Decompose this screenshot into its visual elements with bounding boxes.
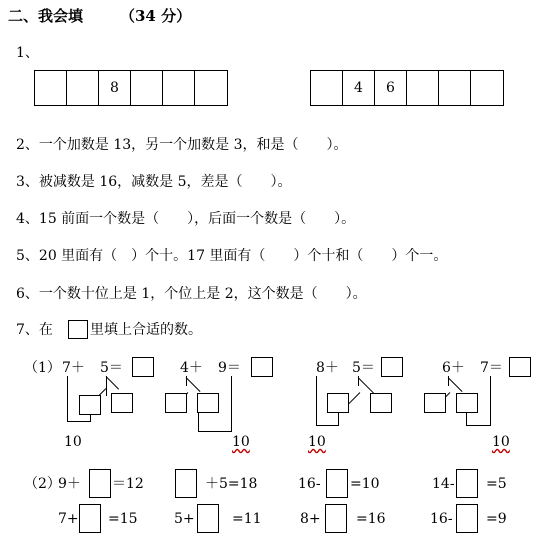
r1c3-post: =10 xyxy=(350,476,380,492)
r2c3-answer-box[interactable] xyxy=(325,504,347,533)
bracket-line xyxy=(466,412,467,426)
eq3-split-box-2[interactable] xyxy=(370,393,392,413)
bracket-line xyxy=(198,412,199,432)
question-6: 6、一个数十位上是 1，个位上是 2，这个数是（ ）。 xyxy=(16,286,367,302)
bracket-line xyxy=(338,412,339,426)
eq1-addend-a: 7＋ xyxy=(62,360,85,376)
part-1-label: （1） xyxy=(24,360,61,376)
strip-cell[interactable] xyxy=(439,71,471,105)
strip-cell[interactable] xyxy=(163,71,195,105)
r1c1-pre: 9＋ xyxy=(58,476,81,492)
eq3-answer-box[interactable] xyxy=(381,357,403,377)
bracket-line xyxy=(316,425,338,426)
eq4-split-box-2[interactable] xyxy=(456,393,478,413)
strip-cell[interactable] xyxy=(35,71,67,105)
strip-cell[interactable] xyxy=(67,71,99,105)
strip-cell[interactable] xyxy=(131,71,163,105)
split-line xyxy=(448,377,463,392)
r1c1-post: ＝12 xyxy=(112,476,144,492)
r1c4-pre: 14- xyxy=(432,476,455,492)
eq4-total: 10 xyxy=(492,434,510,450)
split-line xyxy=(358,377,374,393)
question-2: 2、一个加数是 13，另一个加数是 3，和是（ ）。 xyxy=(16,137,348,153)
eq4-split-box-1[interactable] xyxy=(424,393,446,413)
bracket-line xyxy=(490,376,491,426)
r2c4-pre: 16- xyxy=(430,511,453,527)
q1-label: 1、 xyxy=(16,45,39,61)
strip-cell: 4 xyxy=(343,71,375,105)
eq1-total: 10 xyxy=(64,434,82,450)
strip-cell: 6 xyxy=(375,71,407,105)
question-4: 4、15 前面一个数是（ ），后面一个数是（ ）。 xyxy=(16,211,356,227)
r1c2-post: ＋5=18 xyxy=(205,476,258,492)
r2c2-pre: 5+ xyxy=(174,511,195,527)
section-score: （34 分） xyxy=(120,7,192,25)
eq3-addend-b: 5＝ xyxy=(352,360,375,376)
r2c4-answer-box[interactable] xyxy=(456,504,478,533)
eq1-addend-b: 5＝ xyxy=(100,360,123,376)
question-5: 5、20 里面有（ ）个十。17 里面有（ ）个十和（ ）个一。 xyxy=(16,248,448,264)
strip-cell[interactable] xyxy=(407,71,439,105)
r2c2-answer-box[interactable] xyxy=(197,504,219,533)
strip-cell: 8 xyxy=(99,71,131,105)
r1c3-answer-box[interactable] xyxy=(326,469,348,498)
strip-cell[interactable] xyxy=(311,71,343,105)
question-7-prefix: 7、在 xyxy=(16,322,53,338)
eq2-split-box-1[interactable] xyxy=(165,393,187,413)
eq3-split-box-1[interactable] xyxy=(327,393,349,413)
eq4-addend-a: 6＋ xyxy=(442,360,465,376)
question-7-suffix: 里填上合适的数。 xyxy=(90,322,202,338)
eq4-addend-b: 7＝ xyxy=(480,360,503,376)
eq3-addend-a: 8＋ xyxy=(316,360,339,376)
part-2-label: （2） xyxy=(24,476,61,492)
bracket-line xyxy=(67,376,68,422)
eq1-answer-box[interactable] xyxy=(132,357,154,377)
eq2-split-box-2[interactable] xyxy=(197,393,219,413)
question-3: 3、被减数是 16，减数是 5，差是（ ）。 xyxy=(16,174,292,190)
r1c2-answer-box[interactable] xyxy=(175,469,197,498)
bracket-line xyxy=(198,431,232,432)
r1c1-answer-box[interactable] xyxy=(89,469,111,498)
eq2-addend-b: 9＝ xyxy=(218,360,241,376)
eq3-total: 10 xyxy=(308,434,326,450)
r2c2-post: =11 xyxy=(232,511,262,527)
example-answer-box xyxy=(68,320,88,339)
split-line xyxy=(106,376,119,389)
split-line xyxy=(186,377,201,392)
section-title: 二、我会填 xyxy=(8,7,84,25)
strip-cell[interactable] xyxy=(471,71,503,105)
bracket-line xyxy=(316,376,317,426)
bracket-line xyxy=(466,425,491,426)
eq2-total: 10 xyxy=(232,434,250,450)
r1c4-post: =5 xyxy=(486,476,507,492)
r2c3-pre: 8+ xyxy=(300,511,321,527)
bracket-line xyxy=(67,421,91,422)
eq1-split-box-1[interactable] xyxy=(79,395,101,415)
eq2-addend-a: 4＋ xyxy=(180,360,203,376)
r2c1-answer-box[interactable] xyxy=(79,504,101,533)
r2c1-post: =15 xyxy=(108,511,138,527)
number-strip-left xyxy=(34,70,228,106)
r2c4-post: =9 xyxy=(486,511,507,527)
strip-cell[interactable] xyxy=(195,71,227,105)
r1c3-pre: 16- xyxy=(298,476,321,492)
r2c1-pre: 7+ xyxy=(58,511,79,527)
number-strip-right xyxy=(310,70,504,106)
eq4-answer-box[interactable] xyxy=(509,357,531,377)
eq2-answer-box[interactable] xyxy=(251,357,273,377)
eq1-split-box-2[interactable] xyxy=(111,393,133,413)
r1c4-answer-box[interactable] xyxy=(456,469,478,498)
bracket-line xyxy=(231,376,232,432)
bracket-line xyxy=(90,414,91,422)
r2c3-post: =16 xyxy=(356,511,386,527)
